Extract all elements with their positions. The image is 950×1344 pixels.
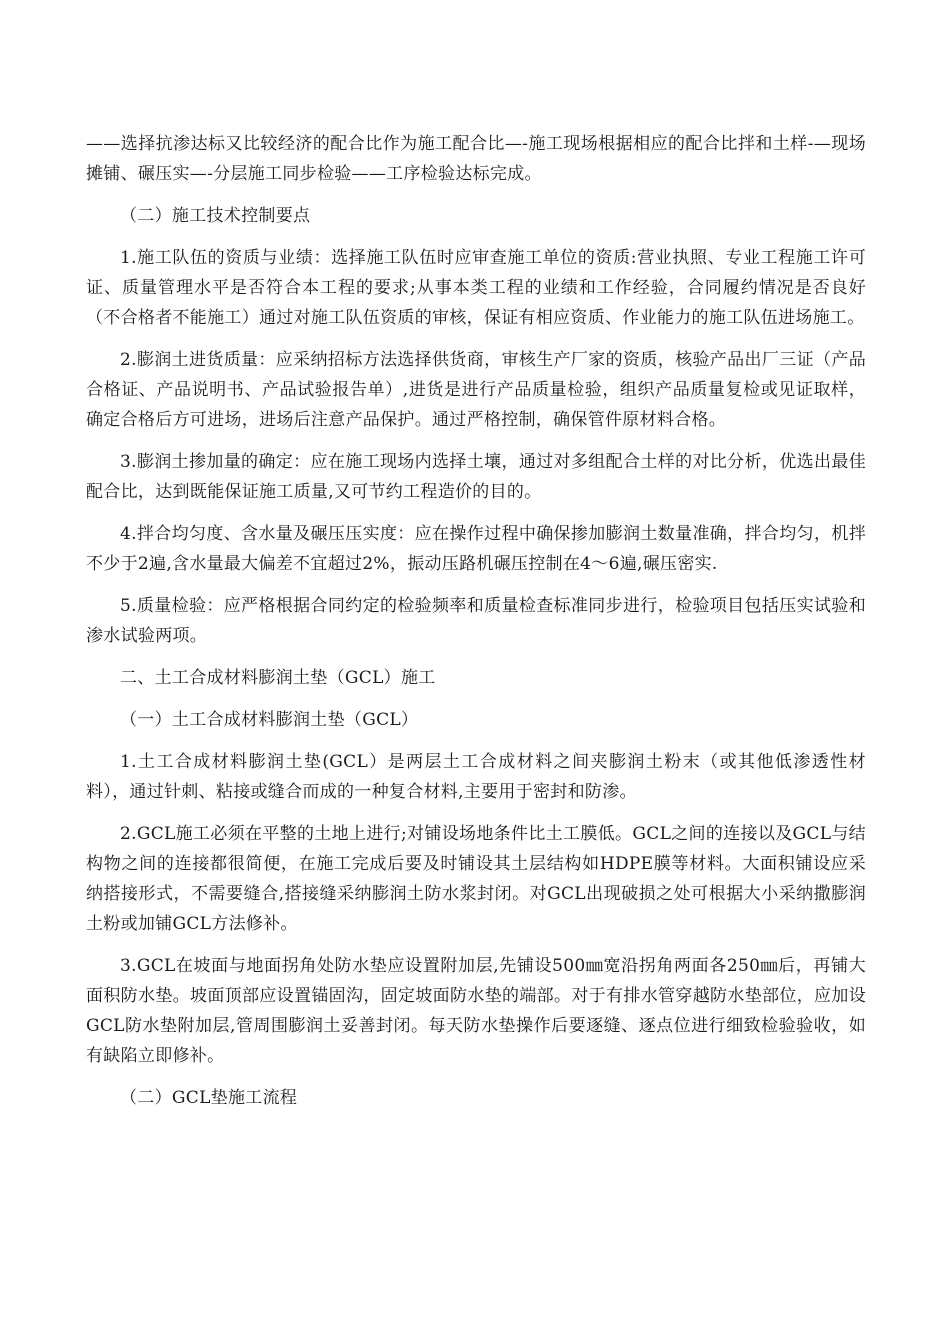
- document-page: [86, 129, 866, 1125]
- subsection-heading-gcl-process: （二）GCL垫施工流程: [120, 1088, 298, 1108]
- paragraph-item-3: 3.膨润土掺加量的确定：应在施工现场内选择土壤，通过对多组配合土样的对比分析，优选出最佳配合比，达到既能保证施工质量,又可节约工程造价的目的。: [86, 452, 866, 502]
- paragraph-item-4: 4.拌合均匀度、含水量及碾压压实度：应在操作过程中确保掺加膨润土数量准确，拌合均匀，机拌不少于2遍,含水量最大偏差不宜超过2%，振动压路机碾压控制在4～6遍,碾压密实.: [86, 524, 866, 574]
- paragraph-item-2: 2.膨润土进货质量：应采纳招标方法选择供货商，审核生产厂家的资质，核验产品出厂三证（产品合格证、产品说明书、产品试验报告单）,进货是进行产品质量检验，组织产品质量复检或见证取样，确定合格后方可进场，进场后注意产品保护。通过严格控制，确保管件原材料合格。: [86, 350, 866, 430]
- section-heading-control-points: （二）施工技术控制要点: [120, 206, 311, 226]
- paragraph-gcl-item-2: 2.GCL施工必须在平整的土地上进行;对铺设场地条件比土工膜低。GCL之间的连接以及GCL与结构物之间的连接都很简便，在施工完成后要及时铺设其土层结构如HDPE膜等材料。大面积铺设应采纳搭接形式，不需要缝合,搭接缝采纳膨润土防水浆封闭。对GCL出现破损之处可根据大小采纳撒膨润土粉或加铺GCL方法修补。: [86, 824, 866, 934]
- part-heading-gcl: 二、土工合成材料膨润土垫（GCL）施工: [120, 668, 436, 688]
- paragraph-item-1: 1.施工队伍的资质与业绩：选择施工队伍时应审查施工单位的资质:营业执照、专业工程施工许可证、质量管理水平是否符合本工程的要求;从事本类工程的业绩和工作经验，合同履约情况是否良好（不合格者不能施工）通过对施工队伍资质的审核，保证有相应资质、作业能力的施工队伍进场施工。: [86, 248, 866, 328]
- paragraph-gcl-item-3: 3.GCL在坡面与地面拐角处防水垫应设置附加层,先铺设500㎜宽沿拐角两面各250㎜后，再铺大面积防水垫。坡面顶部应设置锚固沟，固定坡面防水垫的端部。对于有排水管穿越防水垫部位，应加设GCL防水垫附加层,管周围膨润土妥善封闭。每天防水垫操作后要逐缝、逐点位进行细致检验验收，如有缺陷立即修补。: [86, 956, 866, 1066]
- paragraph-item-5: 5.质量检验：应严格根据合同约定的检验频率和质量检查标准同步进行，检验项目包括压实试验和渗水试验两项。: [86, 596, 866, 646]
- subsection-heading-gcl: （一）土工合成材料膨润土垫（GCL）: [120, 710, 419, 730]
- paragraph-gcl-item-1: 1.土工合成材料膨润土垫(GCL）是两层土工合成材料之间夹膨润土粉末（或其他低渗透性材料），通过针刺、粘接或缝合而成的一种复合材料,主要用于密封和防渗。: [86, 752, 866, 802]
- intro-paragraph: ——选择抗渗达标又比较经济的配合比作为施工配合比—-施工现场根据相应的配合比拌和土样-—现场摊铺、碾压实—-分层施工同步检验——工序检验达标完成。: [86, 134, 866, 184]
